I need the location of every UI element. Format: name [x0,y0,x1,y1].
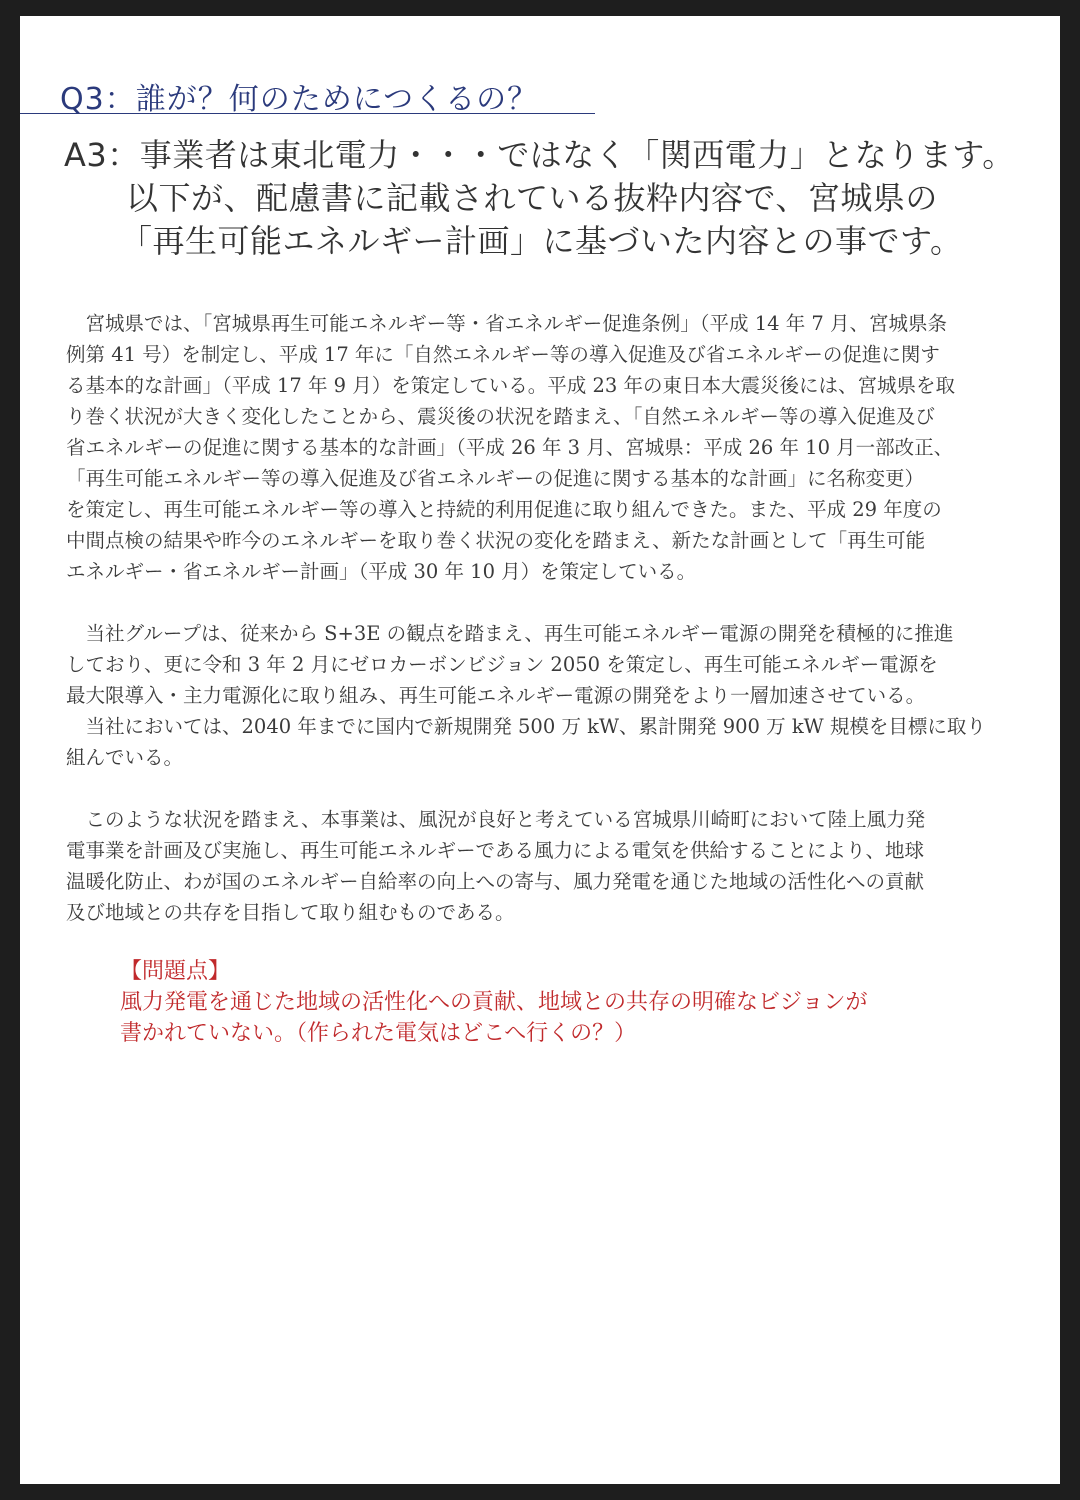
answer-line: 「再生可能エネルギー計画」に基づいた内容との事です。 [120,222,963,260]
answer-line: A3：事業者は東北電力・・・ではなく「関西電力」となります。 [64,136,1015,174]
excerpt-line: 最大限導入・主力電源化に取り組み、再生可能エネルギー電源の開発をより一層加速させている。 [66,684,926,707]
answer-block [64,134,1024,263]
excerpt-line: 例第 41 号）を制定し、平成 17 年に「自然エネルギー等の導入促進及び省エネルギーの促進に関す [66,343,940,366]
excerpt-line: 宮城県では、「宮城県再生可能エネルギー等・省エネルギー促進条例」（平成 14 年 7 月、宮城県条 [66,312,948,335]
problem-heading: 【問題点】 [120,959,231,984]
excerpt-line: 中間点検の結果や昨今のエネルギーを取り巻く状況の変化を踏まえ、新たな計画として「再生可能 [66,529,926,552]
excerpt-line: 及び地域との共存を目指して取り組むものである。 [66,901,515,924]
excerpt-paragraph-2 [66,618,1010,773]
excerpt-line: り巻く状況が大きく変化したことから、震災後の状況を踏まえ、「自然エネルギー等の導入促進及び [66,405,935,428]
question-heading: Q3：誰が？何のためにつくるの？ [60,82,539,117]
heading-underline [20,113,595,114]
problem-note [120,956,868,1049]
excerpt-block [66,308,1010,959]
excerpt-line: る基本的な計画」（平成 17 年 9 月）を策定している。平成 23 年の東日本大震災後には、宮城県を取 [66,374,955,397]
excerpt-line: 当社グループは、従来から S+3E の観点を踏まえ、再生可能エネルギー電源の開発を積極的に推進 [66,622,954,645]
excerpt-line: を策定し、再生可能エネルギー等の導入と持続的利用促進に取り組んできた。また、平成 29 年度の [66,498,942,521]
answer-line: 以下が、配慮書に記載されている抜粋内容で、宮城県の [126,179,938,217]
excerpt-line: 温暖化防止、わが国のエネルギー自給率の向上への寄与、風力発電を通じた地域の活性化への貢献 [66,870,925,893]
document-page [20,16,1060,1484]
excerpt-paragraph-1 [66,308,1010,587]
excerpt-paragraph-3 [66,804,1010,928]
excerpt-line: 組んでいる。 [66,746,184,769]
excerpt-line: 「再生可能エネルギー等の導入促進及び省エネルギーの促進に関する基本的な計画」に名称変更） [66,467,925,490]
excerpt-line: 電事業を計画及び実施し、再生可能エネルギーである風力による電気を供給することにより、地球 [66,839,925,862]
excerpt-line: エネルギー・省エネルギー計画」（平成 30 年 10 月）を策定している。 [66,560,697,583]
problem-line: 風力発電を通じた地域の活性化への貢献、地域との共存の明確なビジョンが [120,990,868,1015]
excerpt-line: しており、更に令和 3 年 2 月にゼロカーボンビジョン 2050 を策定し、再生可能エネルギー電源を [66,653,938,676]
excerpt-line: 省エネルギーの促進に関する基本的な計画」（平成 26 年 3 月、宮城県：平成 26 年 10 月一部改正、 [66,436,954,459]
problem-line: 書かれていない。（作られた電気はどこへ行くの？） [120,1021,637,1046]
excerpt-line: このような状況を踏まえ、本事業は、風況が良好と考えている宮城県川崎町において陸上風力発 [66,808,926,831]
excerpt-line: 当社においては、2040 年までに国内で新規開発 500 万 kW、累計開発 900 万 kW 規模を目標に取り [66,715,986,738]
